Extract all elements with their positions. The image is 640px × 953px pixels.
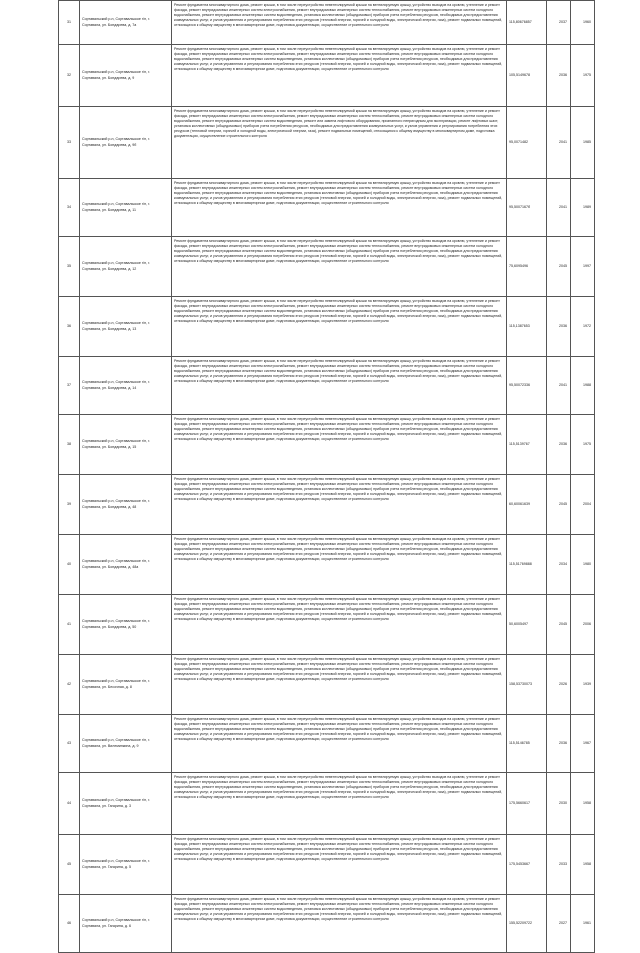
row-number: 46 (59, 895, 80, 953)
repair-works: Ремонт фундамента многоквартирного дома, ремонт крыши, в том числе переустройство невентилируемой крыши на вентилируемую крышу, устройство выходов на кровлю, утепление и ремонт фасада, ремонт внутридомовых инженерных систем электроснабжения, ремонт внутридомовых инженерных систем теплоснабжения, ремонт внутридомовых инженерных систем холодного водоснабжения, ремонт внутридомовых инженерных систем водоотведения, установка коллективных (общедомовых) приборов учета потребления ресурсов, необходимых для предоставления коммунальных услуг, и узлов управления и регулирования потребления этих ресурсов (тепловой энергии, горячей и холодной воды, электрической энергии, газа), ремонт подвальных помещений, относящихся к общему имуществу в многоквартирном доме, подготовка документации, осуществление строительного контроля (172, 179, 507, 237)
table-row (59, 655, 595, 715)
house-address: Сортавальский р-н, Сортавальское г/п, г. Сортавала, ул. Бондарева, д. 48 (80, 475, 172, 535)
repair-works: Ремонт фундамента многоквартирного дома, ремонт крыши, в том числе переустройство невентилируемой крыши на вентилируемую крышу, устройство выходов на кровлю, утепление и ремонт фасада, ремонт внутридомовых инженерных систем электроснабжения, ремонт внутридомовых инженерных систем теплоснабжения, ремонт внутридомовых инженерных систем холодного водоснабжения, ремонт внутридомовых инженерных систем водоотведения, установка коллективных (общедомовых) приборов учета потребления ресурсов, необходимых для предоставления коммунальных услуг, и узлов управления и регулирования потребления этих ресурсов (тепловой энергии, горячей и холодной воды, электрической энергии, газа), ремонт подвальных помещений, относящихся к общему имуществу в многоквартирном доме, подготовка документации, осуществление строительного контроля (172, 655, 507, 715)
house-address: Сортавальский р-н, Сортавальское г/п, г. Сортавала, ул. Бондарева, д. 50 (80, 595, 172, 655)
repair-works: Ремонт фундамента многоквартирного дома, ремонт крыши, в том числе переустройство невентилируемой крыши на вентилируемую крышу, устройство выходов на кровлю, утепление и ремонт фасада, ремонт внутридомовых инженерных систем электроснабжения, ремонт внутридомовых инженерных систем теплоснабжения, ремонт внутридомовых инженерных систем холодного водоснабжения, ремонт внутридомовых инженерных систем водоотведения, установка коллективных (общедомовых) приборов учета потребления ресурсов, необходимых для предоставления коммунальных услуг, и узлов управления и регулирования потребления этих ресурсов (тепловой энергии, горячей и холодной воды, электрической энергии, газа), ремонт подвальных помещений, относящихся к общему имуществу в многоквартирном доме, подготовка документации, осуществление строительного контроля (172, 895, 507, 953)
build-year: 1972 (571, 297, 595, 357)
house-address: Сортавальский р-н, Сортавальское г/п, г. Сортавала, ул. Вилеминкина, д. 9 (80, 715, 172, 773)
table-row (59, 773, 595, 835)
table-row (59, 715, 595, 773)
repair-works: Ремонт фундамента многоквартирного дома, ремонт крыши, в том числе переустройство невентилируемой крыши на вентилируемую крышу, устройство выходов на кровлю, утепление и ремонт фасада, ремонт внутридомовых инженерных систем электроснабжения, ремонт внутридомовых инженерных систем теплоснабжения, ремонт внутридомовых инженерных систем холодного водоснабжения, ремонт внутридомовых инженерных систем водоотведения, установка коллективных (общедомовых) приборов учета потребления ресурсов, необходимых для предоставления коммунальных услуг, и узлов управления и регулирования потребления этих ресурсов (тепловой энергии, горячей и холодной воды, электрической энергии, газа), ремонт подвальных помещений, относящихся к общему имуществу в многоквартирном доме, подготовка документации, осуществление строительного контроля (172, 297, 507, 357)
repair-works: Ремонт фундамента многоквартирного дома, ремонт крыши, в том числе переустройство невентилируемой крыши на вентилируемую крышу, устройство выходов на кровлю, утепление и ремонт фасада, ремонт внутридомовых инженерных систем электроснабжения, ремонт внутридомовых инженерных систем теплоснабжения, ремонт внутридомовых инженерных систем холодного водоснабжения, ремонт внутридомовых инженерных систем водоотведения, ремонт или замена лифтового оборудования, признанного непригодным для эксплуатации, ремонт лифтовых шахт, установка коллективных (общедомовых) приборов учета потребления ресурсов, необходимых для предоставления коммунальных услуг, и узлов управления и регулирования потребления этих ресурсов (тепловой энергии, горячей и холодной воды, электрической энергии, газа), ремонт подвальных помещений, относящихся к общему имуществу в многоквартирном доме, подготовка документации, осуществление строительного контроля (172, 107, 507, 179)
repair-works: Ремонт фундамента многоквартирного дома, ремонт крыши, в том числе переустройство невентилируемой крыши на вентилируемую крышу, устройство выходов на кровлю, утепление и ремонт фасада, ремонт внутридомовых инженерных систем электроснабжения, ремонт внутридомовых инженерных систем теплоснабжения, ремонт внутридомовых инженерных систем холодного водоснабжения, ремонт внутридомовых инженерных систем водоотведения, установка коллективных (общедомовых) приборов учета потребления ресурсов, необходимых для предоставления коммунальных услуг, и узлов управления и регулирования потребления этих ресурсов (тепловой энергии, горячей и холодной воды, электрической энергии, газа), ремонт подвальных помещений, относящихся к общему имуществу в многоквартирном доме, подготовка документации, осуществление строительного контроля (172, 773, 507, 835)
repair-works: Ремонт фундамента многоквартирного дома, ремонт крыши, в том числе переустройство невентилируемой крыши на вентилируемую крышу, устройство выходов на кровлю, утепление и ремонт фасада, ремонт внутридомовых инженерных систем электроснабжения, ремонт внутридомовых инженерных систем теплоснабжения, ремонт внутридомовых инженерных систем холодного водоснабжения, ремонт внутридомовых инженерных систем водоотведения, установка коллективных (общедомовых) приборов учета потребления ресурсов, необходимых для предоставления коммунальных услуг, и узлов управления и регулирования потребления этих ресурсов (тепловой энергии, горячей и холодной воды, электрической энергии, газа), ремонт подвальных помещений, относящихся к общему имуществу в многоквартирном доме, подготовка документации, осуществление строительного контроля (172, 415, 507, 475)
repair-deadline: 2045 (547, 475, 571, 535)
house-address: Сортавальский р-н, Сортавальское г/п, г. Сортавала, ул. Бондарева, д. 15 (80, 415, 172, 475)
house-address: Сортавальский р-н, Сортавальское г/п, г. Сортавала, ул. Гагарина, д. 5 (80, 835, 172, 895)
repair-deadline: 2041 (547, 179, 571, 237)
repair-cost: 175,5660617 (507, 773, 547, 835)
repair-cost: 95,0071482 (507, 107, 547, 179)
repair-works: Ремонт фундамента многоквартирного дома, ремонт крыши, в том числе переустройство невентилируемой крыши на вентилируемую крышу, устройство выходов на кровлю, утепление и ремонт фасада, ремонт внутридомовых инженерных систем электроснабжения, ремонт внутридомовых инженерных систем теплоснабжения, ремонт внутридомовых инженерных систем холодного водоснабжения, ремонт внутридомовых инженерных систем водоотведения, установка коллективных (общедомовых) приборов учета потребления ресурсов, необходимых для предоставления коммунальных услуг, и узлов управления и регулирования потребления этих ресурсов (тепловой энергии, горячей и холодной воды, электрической энергии, газа), ремонт подвальных помещений, относящихся к общему имуществу в многоквартирном доме, подготовка документации, осуществление строительного контроля (172, 1, 507, 45)
repair-deadline: 2045 (547, 237, 571, 297)
repair-deadline: 2041 (547, 107, 571, 179)
table-row (59, 357, 595, 415)
build-year: 1958 (571, 773, 595, 835)
repair-cost: 158,53730073 (507, 655, 547, 715)
repair-deadline: 2037 (547, 1, 571, 45)
build-year: 1961 (571, 895, 595, 953)
table-body (59, 1, 595, 953)
build-year: 1989 (571, 179, 595, 237)
house-address: Сортавальский р-н, Сортавальское г/п, г. Сортавала, ул. Бондарева, д. 13 (80, 297, 172, 357)
house-address: Сортавальский р-н, Сортавальское г/п, г. Сортавала, ул. Бесочная, д. 8 (80, 655, 172, 715)
build-year: 2006 (571, 595, 595, 655)
repair-cost: 95,5007167б (507, 179, 547, 237)
build-year: 1958 (571, 835, 595, 895)
repair-deadline: 2045 (547, 595, 571, 655)
repair-cost: 115,51769888 (507, 535, 547, 595)
repair-cost: 105,5149678 (507, 45, 547, 107)
table-row (59, 535, 595, 595)
row-number: 45 (59, 835, 80, 895)
repair-works: Ремонт фундамента многоквартирного дома, ремонт крыши, в том числе переустройство невентилируемой крыши на вентилируемую крышу, устройство выходов на кровлю, утепление и ремонт фасада, ремонт внутридомовых инженерных систем электроснабжения, ремонт внутридомовых инженерных систем теплоснабжения, ремонт внутридомовых инженерных систем холодного водоснабжения, ремонт внутридомовых инженерных систем водоотведения, установка коллективных (общедомовых) приборов учета потребления ресурсов, необходимых для предоставления коммунальных услуг, и узлов управления и регулирования потребления этих ресурсов (тепловой энергии, горячей и холодной воды, электрической энергии, газа), ремонт подвальных помещений, относящихся к общему имуществу в многоквартирном доме, подготовка документации, осуществление строительного контроля (172, 535, 507, 595)
house-address: Сортавальский р-н, Сортавальское г/п, г. Сортавала, ул. Гагарина, д. 3 (80, 773, 172, 835)
build-year: 1985 (571, 107, 595, 179)
house-address: Сортавальский р-н, Сортавальское г/п, г. Сортавала, ул. Бондарева, д. 48а (80, 535, 172, 595)
repair-works: Ремонт фундамента многоквартирного дома, ремонт крыши, в том числе переустройство невентилируемой крыши на вентилируемую крышу, устройство выходов на кровлю, утепление и ремонт фасада, ремонт внутридомовых инженерных систем электроснабжения, ремонт внутридомовых инженерных систем теплоснабжения, ремонт внутридомовых инженерных систем холодного водоснабжения, ремонт внутридомовых инженерных систем водоотведения, установка коллективных (общедомовых) приборов учета потребления ресурсов, необходимых для предоставления коммунальных услуг, и узлов управления и регулирования потребления этих ресурсов (тепловой энергии, горячей и холодной воды, электрической энергии, газа), ремонт подвальных помещений, относящихся к общему имуществу в многоквартирном доме, подготовка документации, осуществление строительного контроля (172, 835, 507, 895)
table-row (59, 1, 595, 45)
repair-works: Ремонт фундамента многоквартирного дома, ремонт крыши, в том числе переустройство невентилируемой крыши на вентилируемую крышу, устройство выходов на кровлю, утепление и ремонт фасада, ремонт внутридомовых инженерных систем электроснабжения, ремонт внутридомовых инженерных систем теплоснабжения, ремонт внутридомовых инженерных систем холодного водоснабжения, ремонт внутридомовых инженерных систем водоотведения, установка коллективных (общедомовых) приборов учета потребления ресурсов, необходимых для предоставления коммунальных услуг, и узлов управления и регулирования потребления этих ресурсов (тепловой энергии, горячей и холодной воды, электрической энергии, газа), ремонт подвальных помещений, относящихся к общему имуществу в многоквартирном доме, подготовка документации, осуществление строительного контроля (172, 45, 507, 107)
table-row (59, 45, 595, 107)
repair-deadline: 2036 (547, 45, 571, 107)
repair-deadline: 2041 (547, 357, 571, 415)
repair-works: Ремонт фундамента многоквартирного дома, ремонт крыши, в том числе переустройство невентилируемой крыши на вентилируемую крышу, устройство выходов на кровлю, утепление и ремонт фасада, ремонт внутридомовых инженерных систем электроснабжения, ремонт внутридомовых инженерных систем теплоснабжения, ремонт внутридомовых инженерных систем холодного водоснабжения, ремонт внутридомовых инженерных систем водоотведения, установка коллективных (общедомовых) приборов учета потребления ресурсов, необходимых для предоставления коммунальных услуг, и узлов управления и регулирования потребления этих ресурсов (тепловой энергии, горячей и холодной воды, электрической энергии, газа), ремонт подвальных помещений, относящихся к общему имуществу в многоквартирном доме, подготовка документации, осуществление строительного контроля (172, 595, 507, 655)
table-row (59, 415, 595, 475)
house-address: Сортавальский р-н, Сортавальское г/п, г. Сортавала, ул. Бондарева, д. 12 (80, 237, 172, 297)
build-year: 1939 (571, 655, 595, 715)
repair-works: Ремонт фундамента многоквартирного дома, ремонт крыши, в том числе переустройство невентилируемой крыши на вентилируемую крышу, устройство выходов на кровлю, утепление и ремонт фасада, ремонт внутридомовых инженерных систем электроснабжения, ремонт внутридомовых инженерных систем теплоснабжения, ремонт внутридомовых инженерных систем холодного водоснабжения, ремонт внутридомовых инженерных систем водоотведения, установка коллективных (общедомовых) приборов учета потребления ресурсов, необходимых для предоставления коммунальных услуг, и узлов управления и регулирования потребления этих ресурсов (тепловой энергии, горячей и холодной воды, электрической энергии, газа), ремонт подвальных помещений, относящихся к общему имуществу в многоквартирном доме, подготовка документации, осуществление строительного контроля (172, 715, 507, 773)
repair-works: Ремонт фундамента многоквартирного дома, ремонт крыши, в том числе переустройство невентилируемой крыши на вентилируемую крышу, устройство выходов на кровлю, утепление и ремонт фасада, ремонт внутридомовых инженерных систем электроснабжения, ремонт внутридомовых инженерных систем теплоснабжения, ремонт внутридомовых инженерных систем холодного водоснабжения, ремонт внутридомовых инженерных систем водоотведения, установка коллективных (общедомовых) приборов учета потребления ресурсов, необходимых для предоставления коммунальных услуг, и узлов управления и регулирования потребления этих ресурсов (тепловой энергии, горячей и холодной воды, электрической энергии, газа), ремонт подвальных помещений, относящихся к общему имуществу в многоквартирном доме, подготовка документации, осуществление строительного контроля (172, 357, 507, 415)
table-row (59, 595, 595, 655)
table-row (59, 107, 595, 179)
row-number: 43 (59, 715, 80, 773)
repair-cost: 75,6095496 (507, 237, 547, 297)
row-number: 34 (59, 179, 80, 237)
repair-cost: 115,5146785 (507, 715, 547, 773)
repair-cost: 95,50072336 (507, 357, 547, 415)
table-row (59, 475, 595, 535)
row-number: 31 (59, 1, 80, 45)
repair-deadline: 2033 (547, 835, 571, 895)
table-row (59, 835, 595, 895)
repair-works: Ремонт фундамента многоквартирного дома, ремонт крыши, в том числе переустройство невентилируемой крыши на вентилируемую крышу, устройство выходов на кровлю, утепление и ремонт фасада, ремонт внутридомовых инженерных систем электроснабжения, ремонт внутридомовых инженерных систем теплоснабжения, ремонт внутридомовых инженерных систем холодного водоснабжения, ремонт внутридомовых инженерных систем водоотведения, установка коллективных (общедомовых) приборов учета потребления ресурсов, необходимых для предоставления коммунальных услуг, и узлов управления и регулирования потребления этих ресурсов (тепловой энергии, горячей и холодной воды, электрической энергии, газа), ремонт подвальных помещений, относящихся к общему имуществу в многоквартирном доме, подготовка документации, осуществление строительного контроля (172, 237, 507, 297)
build-year: 1975 (571, 415, 595, 475)
row-number: 32 (59, 45, 80, 107)
house-address: Сортавальский р-н, Сортавальское г/п, г. Сортавала, ул. Бондарева, д. 11 (80, 179, 172, 237)
repair-cost: 60,60061639 (507, 475, 547, 535)
row-number: 44 (59, 773, 80, 835)
row-number: 37 (59, 357, 80, 415)
repair-works: Ремонт фундамента многоквартирного дома, ремонт крыши, в том числе переустройство невентилируемой крыши на вентилируемую крышу, устройство выходов на кровлю, утепление и ремонт фасада, ремонт внутридомовых инженерных систем электроснабжения, ремонт внутридомовых инженерных систем теплоснабжения, ремонт внутридомовых инженерных систем холодного водоснабжения, ремонт внутридомовых инженерных систем водоотведения, установка коллективных (общедомовых) приборов учета потребления ресурсов, необходимых для предоставления коммунальных услуг, и узлов управления и регулирования потребления этих ресурсов (тепловой энергии, горячей и холодной воды, электрической энергии, газа), ремонт подвальных помещений, относящихся к общему имуществу в многоквартирном доме, подготовка документации, осуществление строительного контроля (172, 475, 507, 535)
table-row (59, 297, 595, 357)
capital-repair-table (58, 0, 595, 953)
row-number: 36 (59, 297, 80, 357)
table-row (59, 895, 595, 953)
build-year: 1980 (571, 535, 595, 595)
repair-deadline: 2027 (547, 895, 571, 953)
repair-cost: 175,5453667 (507, 835, 547, 895)
row-number: 42 (59, 655, 80, 715)
table-row (59, 237, 595, 297)
repair-deadline: 2034 (547, 535, 571, 595)
repair-cost: 50,6005497 (507, 595, 547, 655)
build-year: 1988 (571, 357, 595, 415)
row-number: 35 (59, 237, 80, 297)
repair-cost: 155,52209722 (507, 895, 547, 953)
repair-cost: 115,1387653 (507, 297, 547, 357)
repair-cost: 115,5139767 (507, 415, 547, 475)
table-row (59, 179, 595, 237)
repair-deadline: 2036 (547, 297, 571, 357)
row-number: 39 (59, 475, 80, 535)
row-number: 41 (59, 595, 80, 655)
repair-deadline: 2030 (547, 773, 571, 835)
repair-deadline: 2036 (547, 715, 571, 773)
row-number: 33 (59, 107, 80, 179)
house-address: Сортавальский р-н, Сортавальское г/п, г. Сортавала, ул. Гагарина, д. 6 (80, 895, 172, 953)
row-number: 40 (59, 535, 80, 595)
row-number: 38 (59, 415, 80, 475)
build-year: 1975 (571, 45, 595, 107)
build-year: 1997 (571, 237, 595, 297)
repair-deadline: 2036 (547, 415, 571, 475)
repair-cost: 115,80676857 (507, 1, 547, 45)
build-year: 1960 (571, 1, 595, 45)
house-address: Сортавальский р-н, Сортавальское г/п, г. Сортавала, ул. Бондарева, д. 9 (80, 45, 172, 107)
build-year: 1967 (571, 715, 595, 773)
repair-deadline: 2026 (547, 655, 571, 715)
house-address: Сортавальский р-н, Сортавальское г/п, г. Сортавала, ул. Бондарева, д. 7а (80, 1, 172, 45)
house-address: Сортавальский р-н, Сортавальское г/п, г. Сортавала, ул. Бондарева, д. 9б (80, 107, 172, 179)
build-year: 2004 (571, 475, 595, 535)
house-address: Сортавальский р-н, Сортавальское г/п, г. Сортавала, ул. Бондарева, д. 14 (80, 357, 172, 415)
